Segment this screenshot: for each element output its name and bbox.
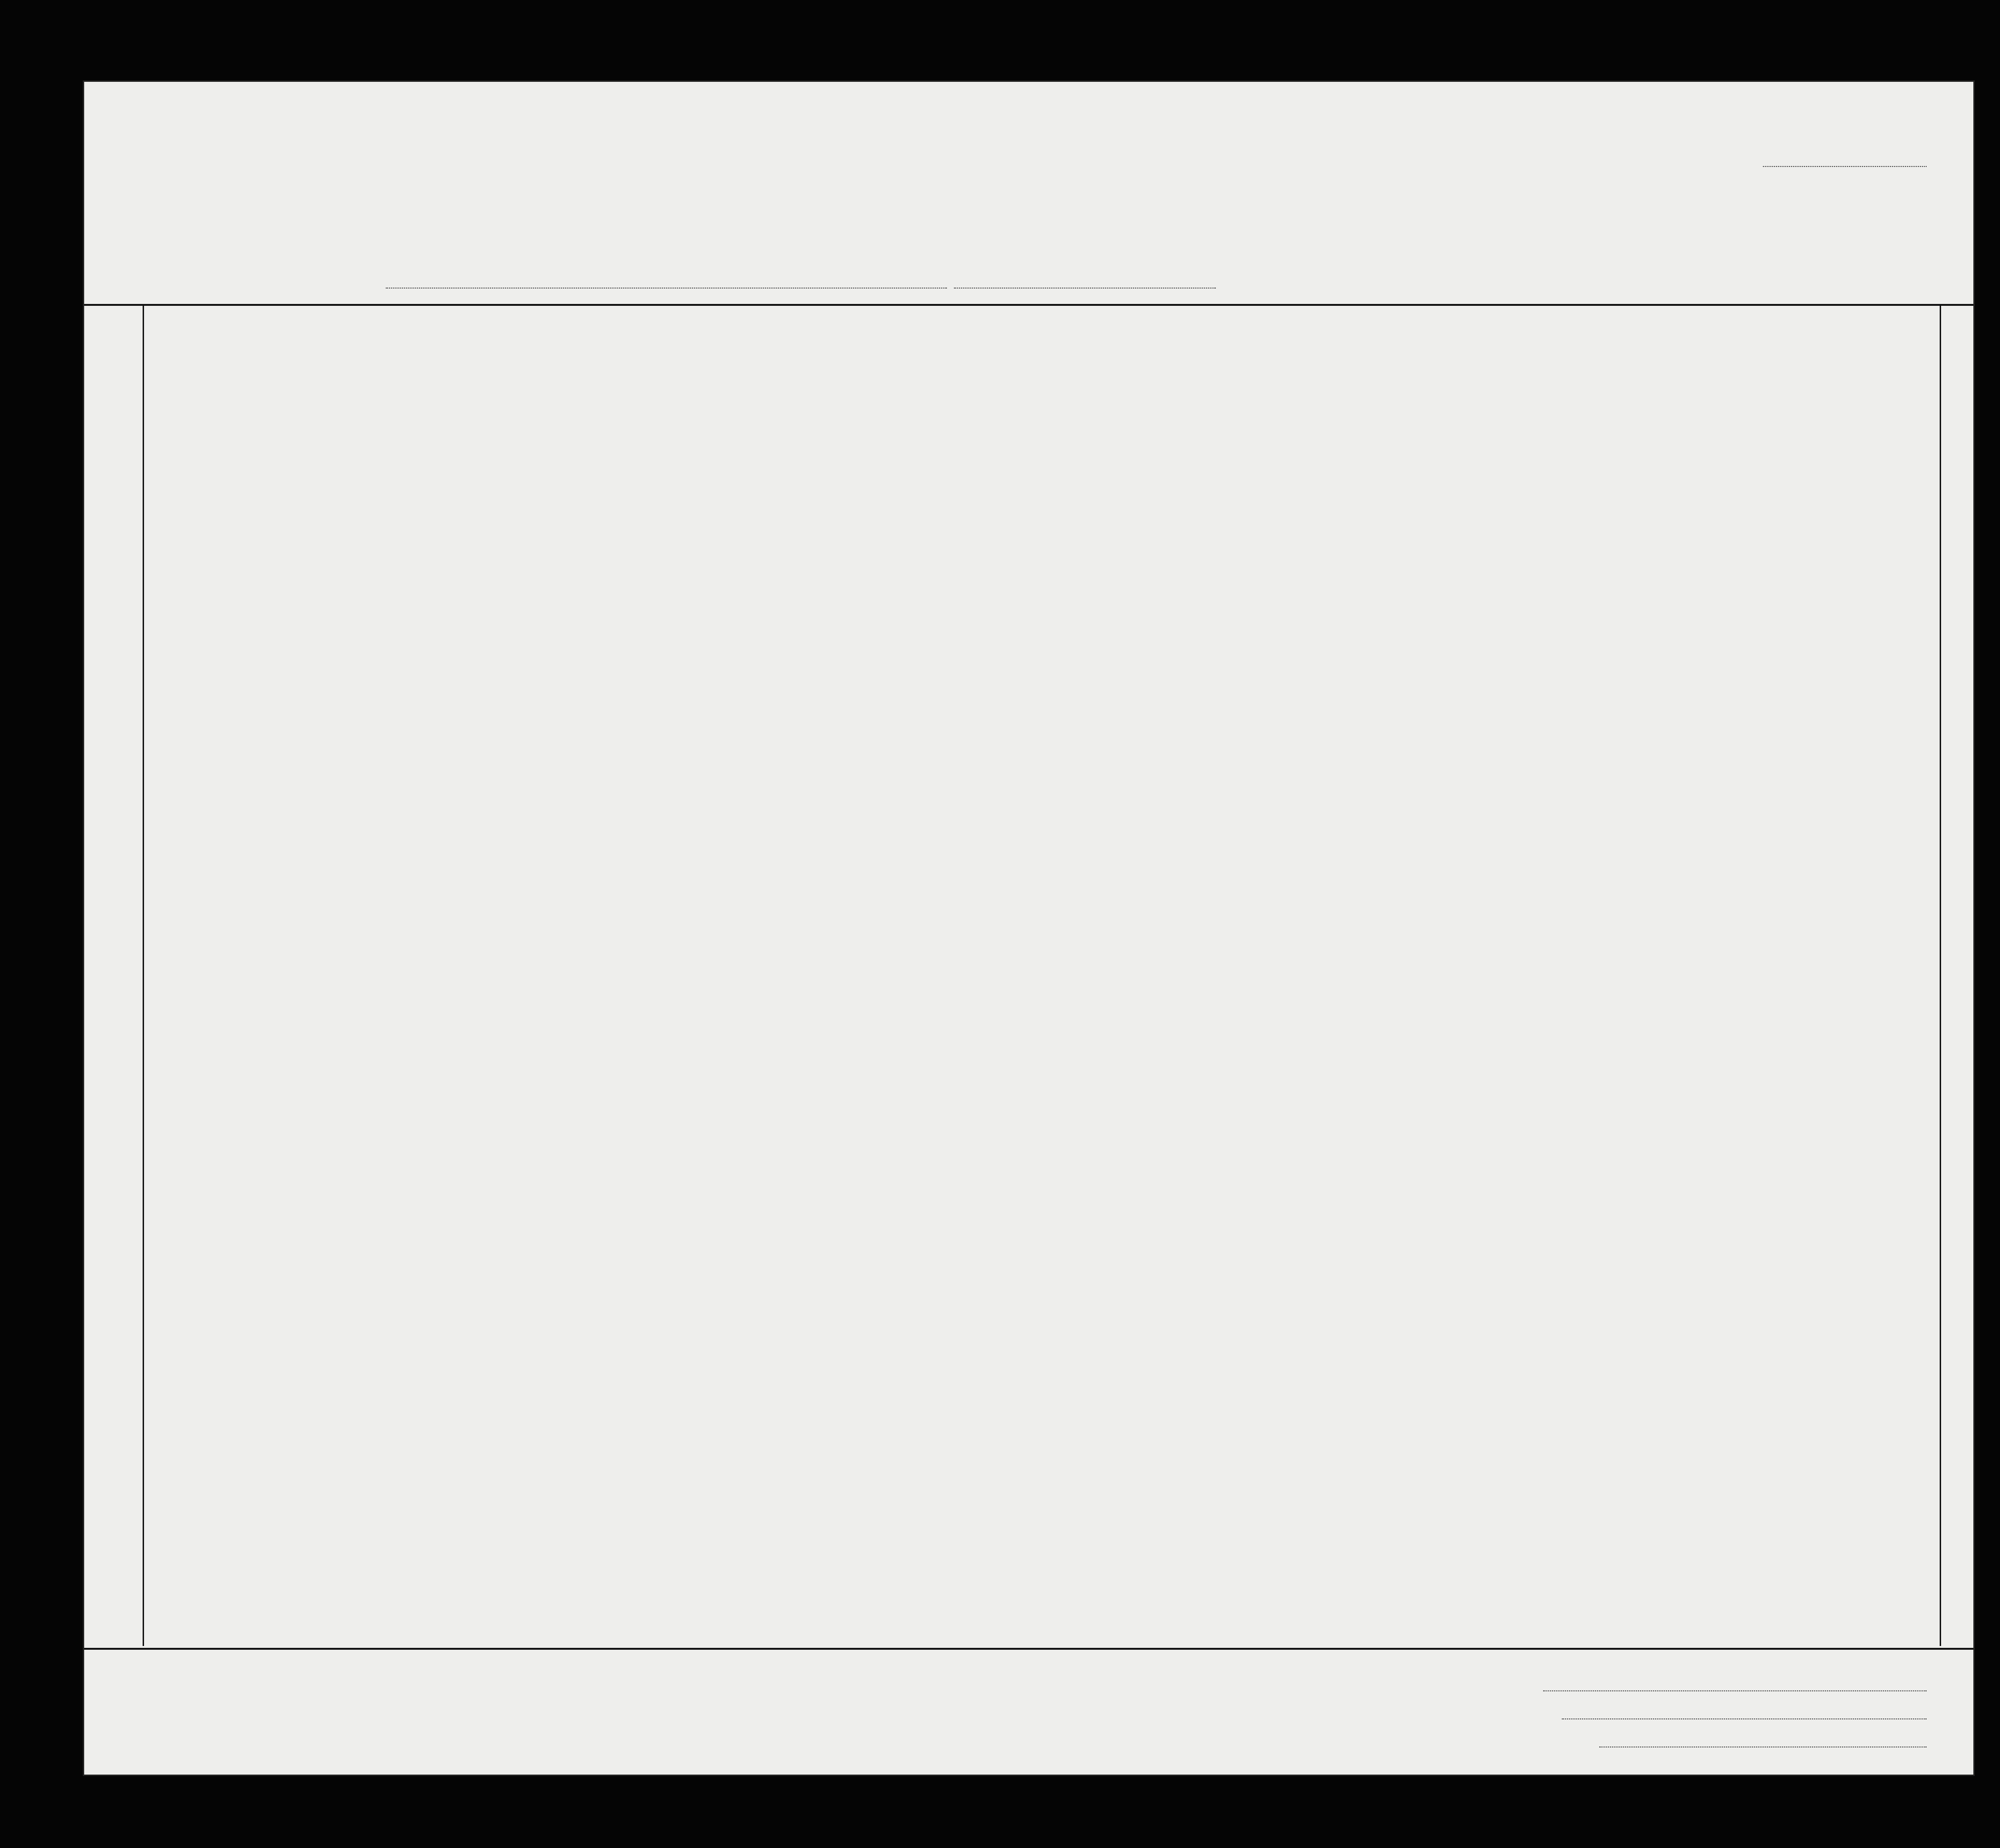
table-frame <box>143 304 1941 1646</box>
manifest-sheet <box>84 82 1973 1775</box>
